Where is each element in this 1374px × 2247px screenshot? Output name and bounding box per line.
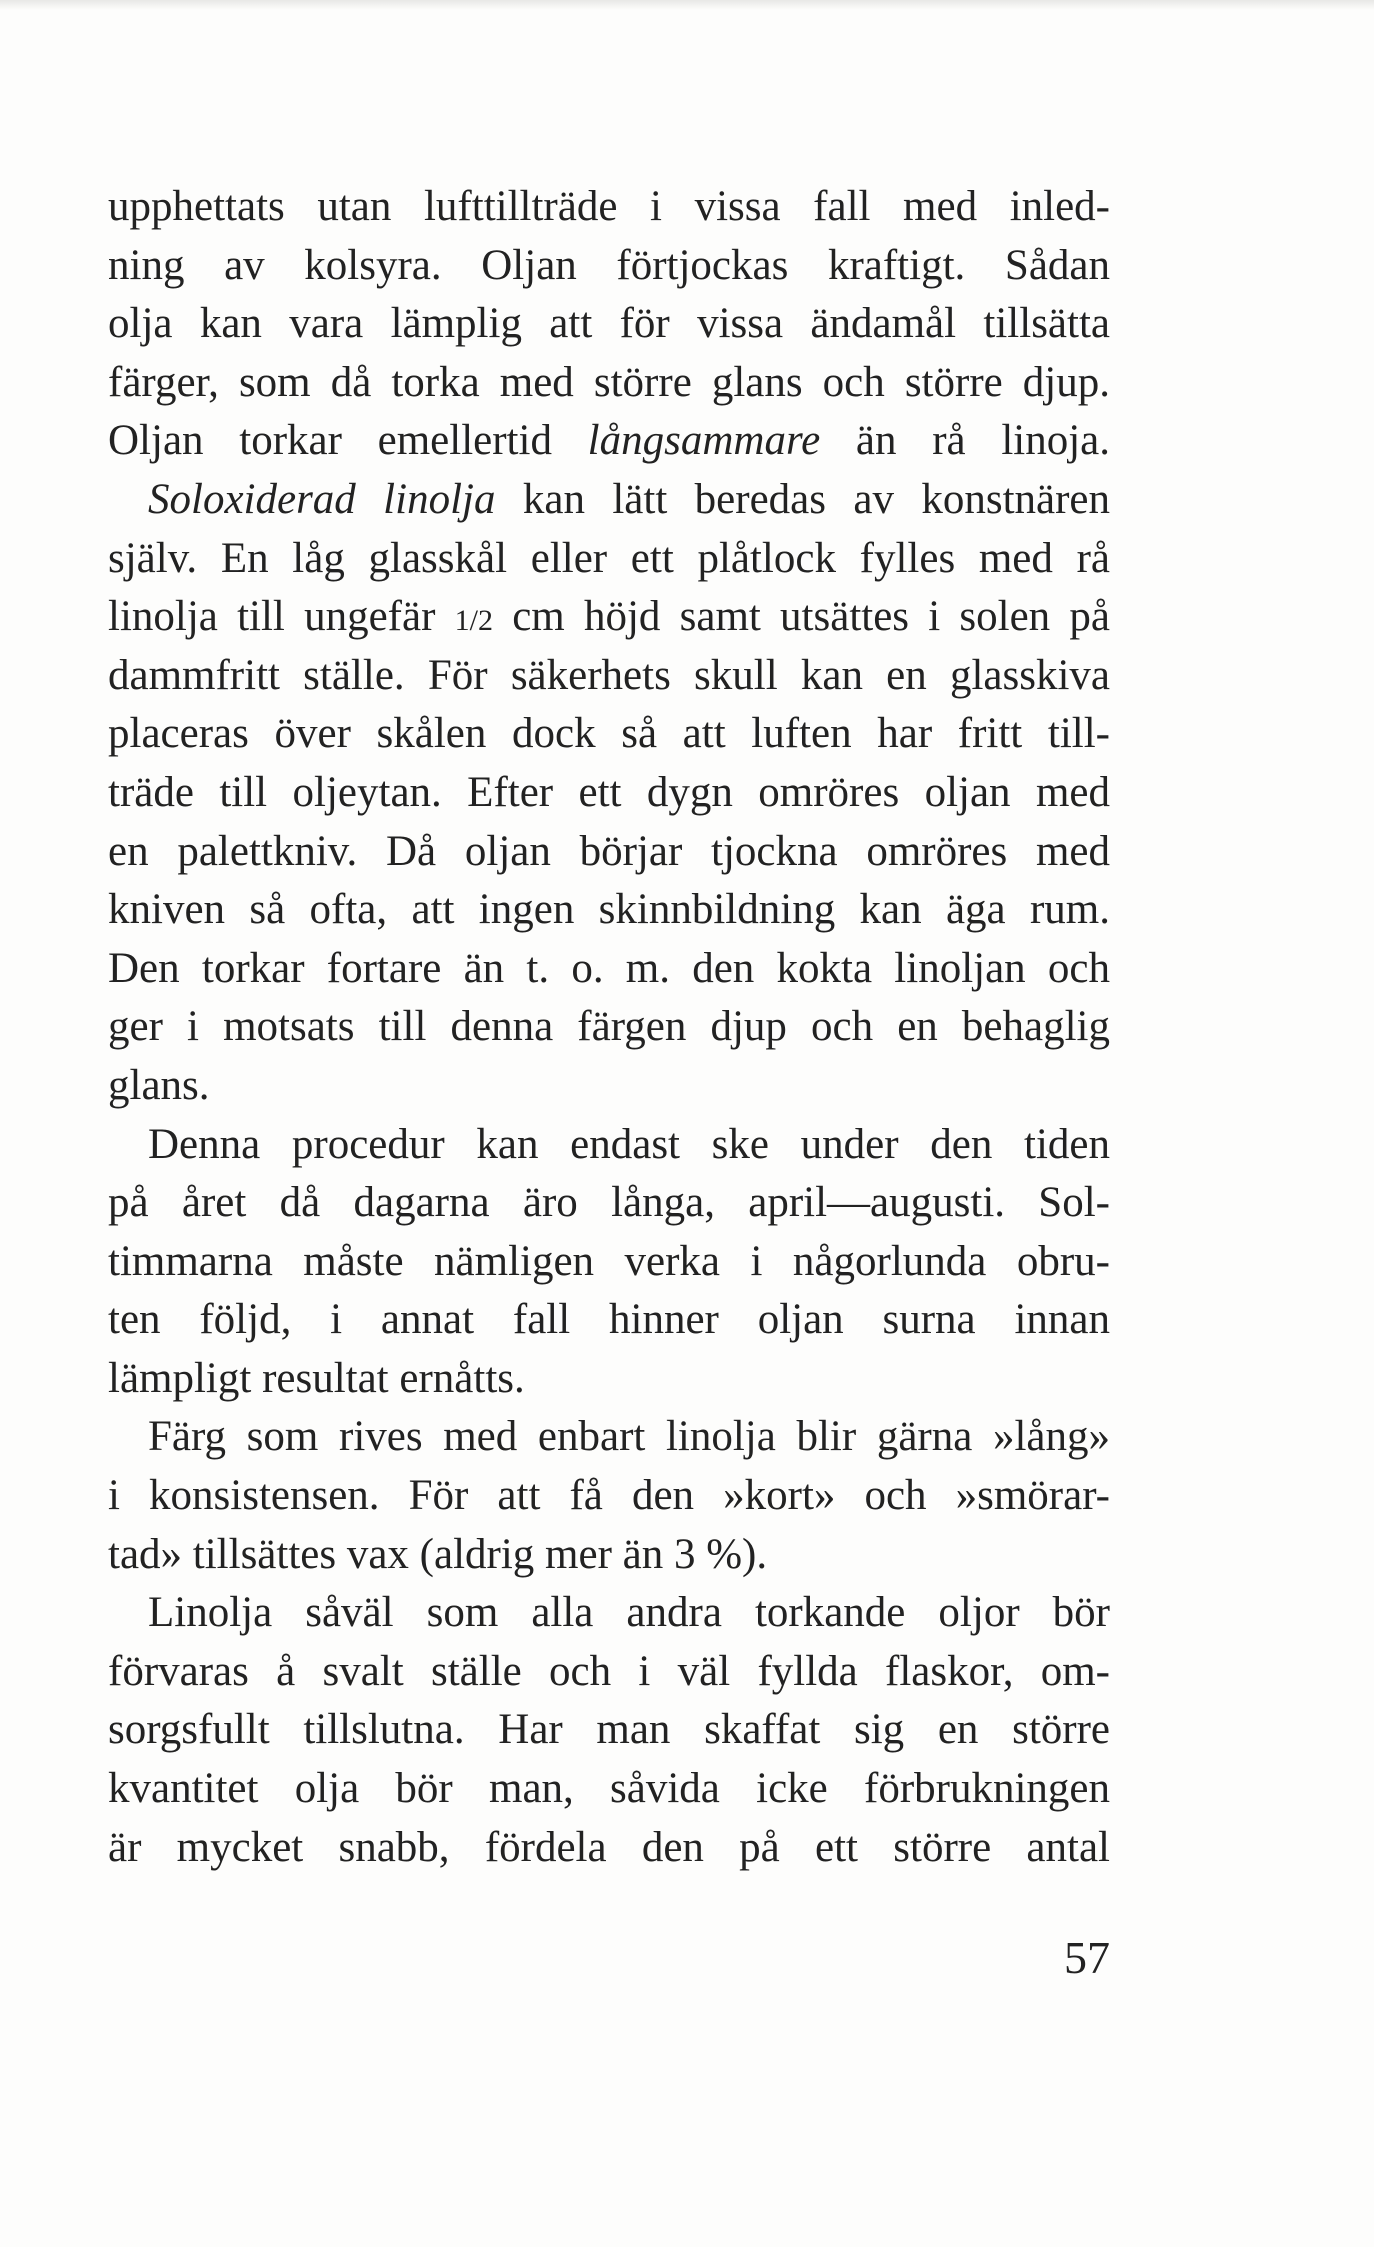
body-text (108, 178, 1110, 1877)
text-line: ten följd, i annat fall hinner oljan surna innan (108, 1296, 1110, 1344)
text-line: ning av kolsyra. Oljan förtjockas kraftigt. Sådan (108, 241, 1110, 289)
text-line: timmarna måste nämligen verka i någorlunda obru- (108, 1237, 1110, 1285)
text-line: på året då dagarna äro långa, april—augusti. Sol- (108, 1179, 1110, 1227)
text-line: i konsistensen. För att få den »kort» och »smörar- (108, 1472, 1110, 1520)
text-line: dammfritt ställe. För säkerhets skull kan en glasskiva (108, 651, 1110, 699)
text-segment: cm höjd samt utsättes i solen på (492, 593, 1110, 641)
text-line: en palettkniv. Då oljan börjar tjockna omröres med (108, 827, 1110, 875)
italic-term: Soloxiderad linolja (148, 475, 496, 523)
text-segment: Oljan torkar emellertid (108, 417, 588, 465)
text-line: träde till oljeytan. Efter ett dygn omröres oljan med (108, 768, 1110, 816)
fraction: 1/2 (454, 604, 493, 638)
italic-term: långsammare (587, 417, 821, 465)
text-line: kniven så ofta, att ingen skinnbildning kan äga rum. (108, 886, 1110, 934)
text-line (108, 471, 1110, 530)
text-line: glans. (108, 1061, 210, 1109)
text-line: placeras över skålen dock så att luften har fritt till- (108, 710, 1110, 758)
text-line: färger, som då torka med större glans och större djup. (108, 358, 1110, 406)
text-line (108, 412, 1110, 471)
text-line: olja kan vara lämplig att för vissa ändamål tillsätta (108, 300, 1110, 348)
text-line: ger i motsats till denna färgen djup och en behaglig (108, 1003, 1110, 1051)
text-line: Denna procedur kan endast ske under den tiden (148, 1120, 1110, 1168)
text-line: är mycket snabb, fördela den på ett större antal (108, 1823, 1110, 1871)
page-number: 57 (1064, 1932, 1110, 1983)
text-line: Färg som rives med enbart linolja blir gärna »lång» (148, 1413, 1110, 1461)
text-segment: än rå linoja. (820, 417, 1111, 465)
text-line: lämpligt resultat ernåtts. (108, 1354, 525, 1402)
text-line: förvaras å svalt ställe och i väl fyllda flaskor, om- (108, 1647, 1110, 1695)
text-line (108, 588, 1110, 647)
text-segment: kan lätt beredas av konstnären (495, 475, 1111, 523)
text-line: Den torkar fortare än t. o. m. den kokta linoljan och (108, 944, 1110, 992)
text-line: tad» tillsättes vax (aldrig mer än 3 %). (108, 1530, 768, 1578)
text-line: kvantitet olja bör man, såvida icke förbrukningen (108, 1765, 1110, 1813)
text-segment: linolja till ungefär (108, 593, 455, 641)
page-top-edge (0, 0, 1374, 10)
text-line: sorgsfullt tillslutna. Har man skaffat sig en större (108, 1706, 1110, 1754)
text-line: själv. En låg glasskål eller ett plåtlock fylles med rå (108, 534, 1110, 582)
text-line: upphettats utan lufttillträde i vissa fall med inled- (108, 183, 1110, 230)
text-line: Linolja såväl som alla andra torkande oljor bör (148, 1589, 1110, 1637)
